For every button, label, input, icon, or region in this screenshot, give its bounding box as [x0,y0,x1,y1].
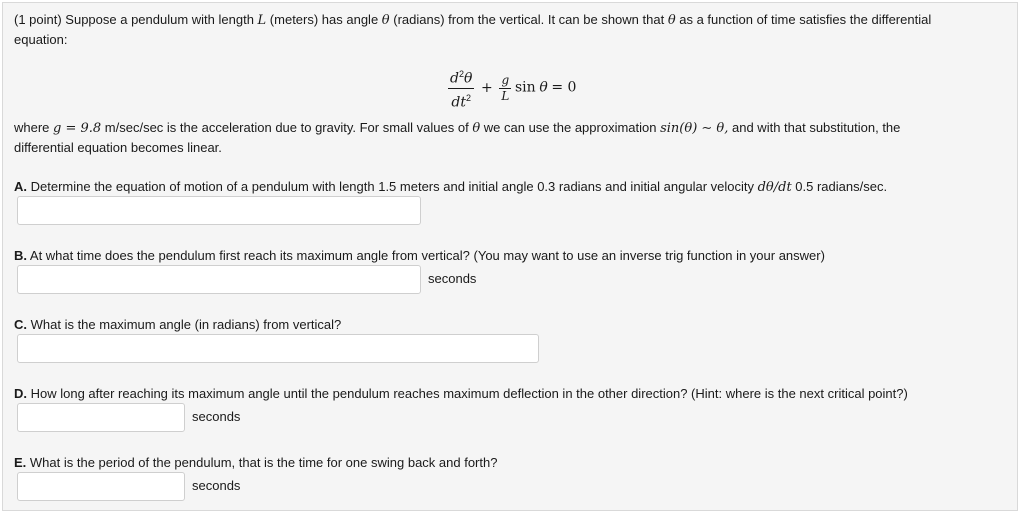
part-e-answer-input[interactable] [17,472,185,501]
part-d-unit: seconds [192,409,241,424]
part-b-label: B. [14,248,27,263]
part-b-answer-input[interactable] [17,265,421,294]
intro-text: as a function of time satisfies the differential [675,12,932,27]
gravity-value: g = 9.8 [53,121,102,136]
part-c-answer-input[interactable] [17,334,539,363]
sin-function: sin [515,79,536,96]
angular-velocity-derivative: dθ/dt [757,180,792,195]
var-theta: θ [667,13,676,28]
part-b-question: B. At what time does the pendulum first reach its maximum angle from vertical? (You may want to use an inverse trig function in your answer) [14,248,825,263]
var-L: L [257,13,267,28]
intro-text: (meters) has angle [266,12,382,27]
small-angle-approximation: sin(θ) ∼ θ, [660,121,729,136]
intro-line-2: equation: [14,32,68,47]
part-e-label: E. [14,455,27,470]
equals-zero: = 0 [551,79,577,96]
intro-text: (1 point) Suppose a pendulum with length [14,12,258,27]
part-c-question: C. What is the maximum angle (in radians) from vertical? [14,317,342,332]
part-e-unit: seconds [192,478,241,493]
part-c-label: C. [14,317,27,332]
part-d-answer-input[interactable] [17,403,185,432]
part-d-label: D. [14,386,27,401]
where-line-1: where g = 9.8 m/sec/sec is the acceleration due to gravity. For small values of θ we can use the approximation sin(θ) ∼ θ, and with that substitution, the [14,120,901,136]
where-line-2: differential equation becomes linear. [14,140,222,155]
var-theta: θ [472,121,481,136]
part-e-question: E. What is the period of the pendulum, that is the time for one swing back and forth? [14,455,498,470]
var-theta: θ [539,79,548,96]
var-theta: θ [381,13,390,28]
part-b-unit: seconds [428,271,477,286]
second-derivative-fraction: $\frac{d^2\theta}{dt^2}$ [448,66,474,110]
plus-sign: + [481,79,493,96]
part-a-question: A. Determine the equation of motion of a pendulum with length 1.5 meters and initial angle 0.3 radians and initial angular velocity dθ/dt 0.5 radians/sec. [14,179,888,195]
differential-equation [448,66,576,110]
part-d-question: D. How long after reaching its maximum angle until the pendulum reaches maximum deflection in the other direction? (Hint: where is the next critical point?) [14,386,908,401]
intro-line-1 [14,12,931,28]
g-over-L-fraction: $\frac{g}{L}$ [501,72,510,103]
intro-text: (radians) from the vertical. It can be shown that [389,12,668,27]
part-a-label: A. [14,179,27,194]
part-a-answer-input[interactable] [17,196,421,225]
